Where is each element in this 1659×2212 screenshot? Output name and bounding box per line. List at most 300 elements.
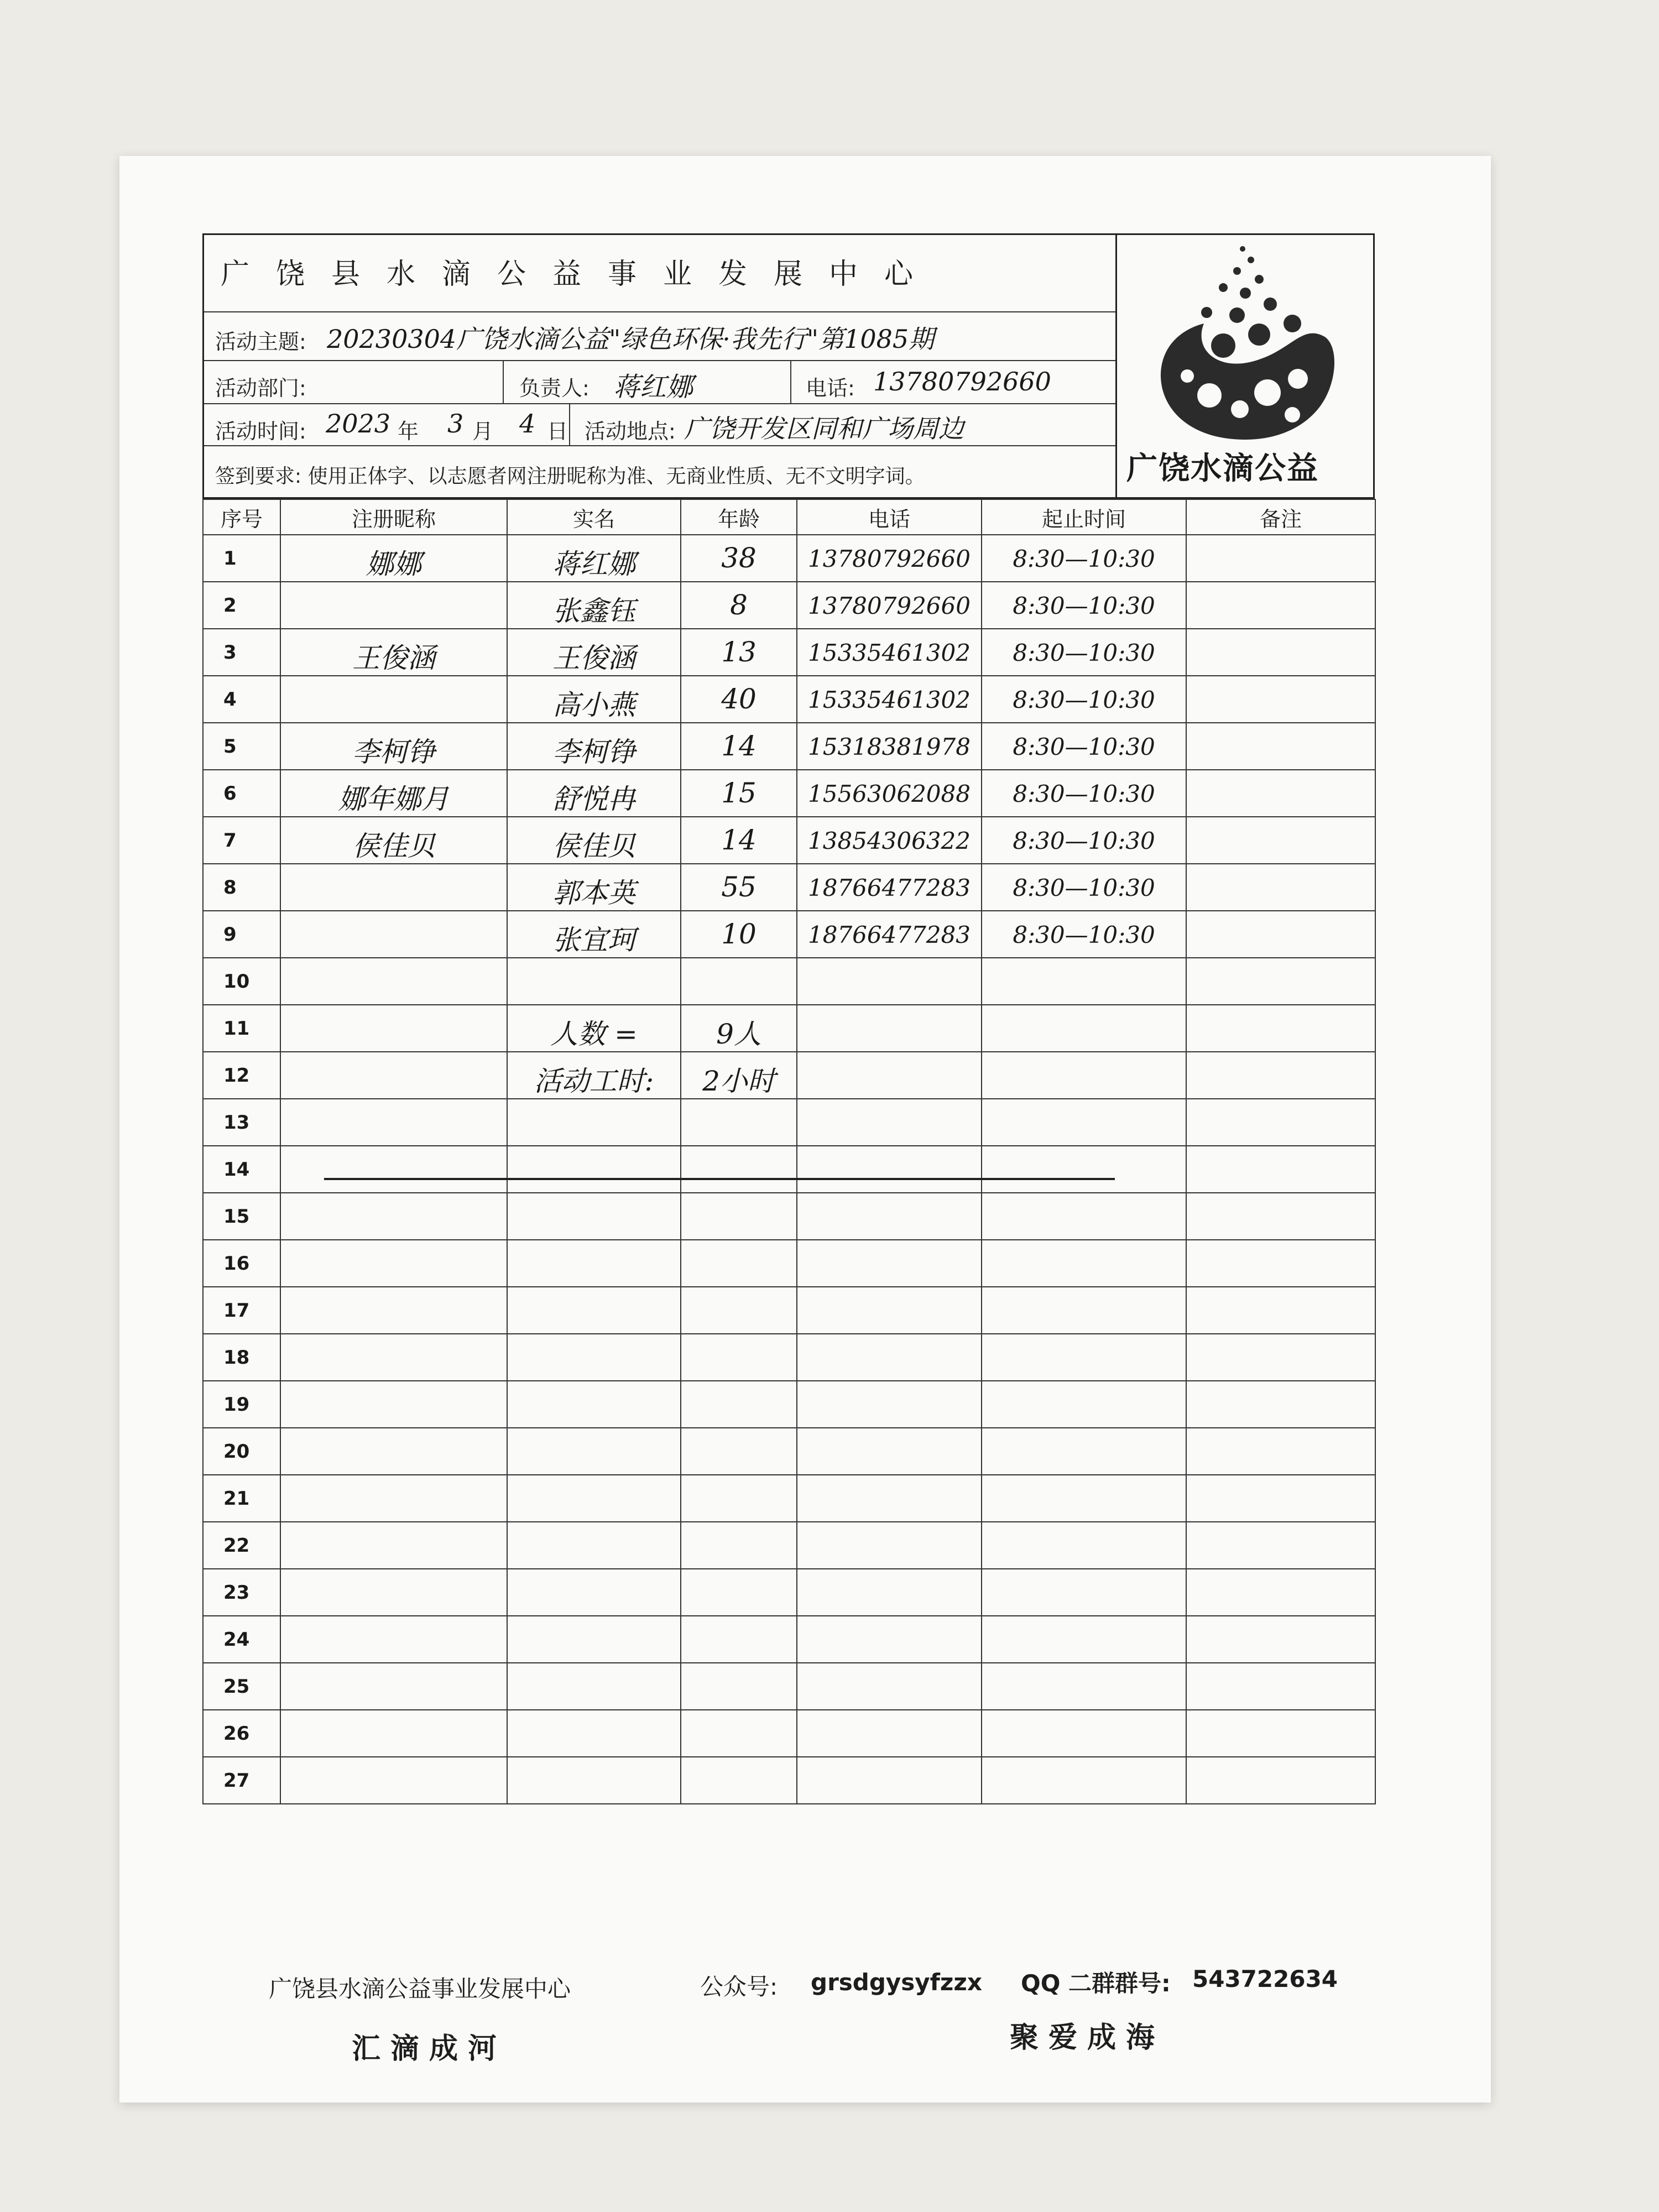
row-time-cell — [982, 1005, 1186, 1052]
theme-label: 活动主题: — [215, 330, 306, 354]
row-remark — [1186, 1052, 1375, 1099]
time-row — [204, 404, 1115, 446]
theme-value: 20230304广饶水滴公益"绿色环保·我先行"第1085期 — [327, 324, 935, 354]
time-day-unit: 日 — [547, 419, 568, 444]
row-nickname-cell — [280, 1616, 507, 1663]
col-header-no: 序号 — [203, 499, 280, 535]
row-realname: 王俊涵 — [552, 642, 635, 674]
row-time: 8:30—10:30 — [1013, 827, 1155, 854]
row-remark — [1186, 676, 1375, 723]
row-realname-cell — [507, 1240, 681, 1287]
row-realname-cell — [507, 1663, 681, 1710]
row-remark — [1186, 1428, 1375, 1475]
table-row — [203, 958, 1375, 1005]
row-nickname: 娜娜 — [366, 548, 421, 580]
row-number: 18 — [203, 1334, 280, 1381]
row-time: 8:30—10:30 — [1013, 686, 1155, 713]
row-phone-cell — [797, 582, 982, 629]
logo-text: 广饶水滴公益 — [1126, 451, 1319, 487]
row-realname-cell — [507, 1616, 681, 1663]
table-row — [203, 864, 1375, 911]
row-phone-cell — [797, 1334, 982, 1381]
row-nickname-cell — [280, 1005, 507, 1052]
water-drop-logo-icon — [1126, 241, 1364, 451]
row-time-cell — [982, 1428, 1186, 1475]
row-nickname-cell — [280, 723, 507, 770]
footer-qq-value: 543722634 — [1192, 1965, 1338, 1992]
row-realname-cell — [507, 535, 681, 582]
row-realname: 蒋红娜 — [552, 548, 635, 580]
row-time: 8:30—10:30 — [1013, 639, 1155, 666]
row-age-cell — [681, 582, 797, 629]
slogan-left: 汇滴成河 — [352, 2032, 507, 2065]
row-realname: 张宜珂 — [552, 924, 635, 956]
row-time-cell — [982, 1146, 1186, 1193]
row-phone-cell — [797, 629, 982, 676]
row-number: 8 — [203, 864, 280, 911]
row-nickname-cell — [280, 864, 507, 911]
row-time-cell — [982, 1522, 1186, 1569]
row-number: 25 — [203, 1663, 280, 1710]
row-time-cell — [982, 1052, 1186, 1099]
row-nickname-cell — [280, 770, 507, 817]
dept-label: 活动部门: — [215, 376, 306, 400]
row-remark — [1186, 1757, 1375, 1804]
theme-row — [204, 312, 1115, 361]
row-nickname-cell — [280, 1334, 507, 1381]
table-row — [203, 723, 1375, 770]
row-remark — [1186, 629, 1375, 676]
row-time-cell — [982, 1663, 1186, 1710]
row-number: 9 — [203, 911, 280, 958]
row-phone-cell — [797, 817, 982, 864]
row-phone-cell — [797, 1381, 982, 1428]
row-number: 23 — [203, 1569, 280, 1616]
row-time-cell — [982, 1710, 1186, 1757]
time-year-unit: 年 — [398, 419, 419, 444]
row-realname-cell — [507, 1193, 681, 1240]
row-number: 13 — [203, 1099, 280, 1146]
org-title: 广饶县水滴公益事业发展中心 — [221, 258, 940, 291]
time-day: 4 — [519, 409, 536, 439]
row-time: 8:30—10:30 — [1013, 733, 1155, 760]
table-row — [203, 1710, 1375, 1757]
row-time-cell — [982, 1334, 1186, 1381]
row-number: 7 — [203, 817, 280, 864]
table-row — [203, 1146, 1375, 1193]
row-realname-cell — [507, 1569, 681, 1616]
row-age: 40 — [721, 683, 757, 715]
row-age-cell — [681, 911, 797, 958]
divider — [569, 404, 570, 445]
row-phone: 13854306322 — [808, 827, 971, 854]
table-row — [203, 1475, 1375, 1522]
table-row — [203, 1240, 1375, 1287]
row-realname: 郭本英 — [552, 877, 635, 909]
row-time: 8:30—10:30 — [1013, 921, 1155, 948]
row-nickname: 娜年娜月 — [338, 783, 449, 815]
row-time-cell — [982, 1757, 1186, 1804]
row-number: 2 — [203, 582, 280, 629]
row-number: 20 — [203, 1428, 280, 1475]
logo — [1115, 235, 1373, 497]
table-row — [203, 1334, 1375, 1381]
end-of-list-line — [324, 1178, 1115, 1180]
title-row — [204, 235, 1115, 312]
row-remark — [1186, 770, 1375, 817]
row-nickname-cell — [280, 1099, 507, 1146]
row-age-cell — [681, 1005, 797, 1052]
row-realname: 张鑫钰 — [552, 595, 635, 627]
table-row — [203, 1663, 1375, 1710]
row-age-cell — [681, 1522, 797, 1569]
requirement-text: 签到要求: 使用正体字、以志愿者网注册昵称为准、无商业性质、无不文明字词。 — [215, 465, 925, 488]
row-time-cell — [982, 1381, 1186, 1428]
place-value: 广饶开发区同和广场周边 — [684, 414, 964, 444]
row-nickname-cell — [280, 629, 507, 676]
row-remark — [1186, 1663, 1375, 1710]
row-phone-cell — [797, 535, 982, 582]
row-remark — [1186, 535, 1375, 582]
row-phone-cell — [797, 1475, 982, 1522]
row-realname-cell — [507, 1146, 681, 1193]
row-time-cell — [982, 1240, 1186, 1287]
table-row — [203, 770, 1375, 817]
col-header-age: 年龄 — [681, 499, 797, 535]
row-phone-cell — [797, 1522, 982, 1569]
row-phone-cell — [797, 676, 982, 723]
row-age: 55 — [721, 871, 757, 903]
table-row — [203, 1052, 1375, 1099]
row-number: 26 — [203, 1710, 280, 1757]
leader-label: 负责人: — [519, 376, 589, 400]
table-row — [203, 1005, 1375, 1052]
sign-in-sheet — [119, 156, 1491, 2103]
row-age-cell — [681, 1287, 797, 1334]
row-remark — [1186, 1381, 1375, 1428]
row-phone-cell — [797, 1287, 982, 1334]
row-phone-cell — [797, 1005, 982, 1052]
row-number: 4 — [203, 676, 280, 723]
row-nickname-cell — [280, 958, 507, 1005]
row-number: 19 — [203, 1381, 280, 1428]
row-number: 6 — [203, 770, 280, 817]
row-number: 10 — [203, 958, 280, 1005]
row-age-cell — [681, 1334, 797, 1381]
row-phone-cell — [797, 958, 982, 1005]
row-number: 11 — [203, 1005, 280, 1052]
row-realname-cell — [507, 1757, 681, 1804]
row-age-cell — [681, 1381, 797, 1428]
row-number: 12 — [203, 1052, 280, 1099]
row-nickname-cell — [280, 1569, 507, 1616]
row-time-cell — [982, 582, 1186, 629]
row-realname: 侯佳贝 — [552, 830, 635, 862]
row-time-cell — [982, 817, 1186, 864]
row-realname-cell — [507, 582, 681, 629]
row-phone-cell — [797, 1193, 982, 1240]
row-time-cell — [982, 1099, 1186, 1146]
row-remark — [1186, 1710, 1375, 1757]
row-age: 38 — [721, 542, 757, 574]
row-nickname-cell — [280, 1052, 507, 1099]
row-nickname-cell — [280, 1193, 507, 1240]
table-row — [203, 1193, 1375, 1240]
row-remark — [1186, 1146, 1375, 1193]
place-label: 活动地点: — [585, 419, 676, 444]
row-time-cell — [982, 629, 1186, 676]
row-nickname-cell — [280, 817, 507, 864]
row-remark — [1186, 723, 1375, 770]
requirement-row — [204, 446, 1115, 499]
row-number: 16 — [203, 1240, 280, 1287]
row-phone-cell — [797, 1663, 982, 1710]
row-age-cell — [681, 1240, 797, 1287]
row-remark — [1186, 1475, 1375, 1522]
row-time-cell — [982, 723, 1186, 770]
phone-value: 13780792660 — [873, 367, 1051, 397]
row-phone: 15318381978 — [808, 733, 971, 760]
row-phone-cell — [797, 1428, 982, 1475]
row-time-cell — [982, 770, 1186, 817]
row-time-cell — [982, 535, 1186, 582]
row-phone-cell — [797, 1240, 982, 1287]
row-age-cell — [681, 770, 797, 817]
table-header-row — [203, 499, 1375, 535]
row-age-cell — [681, 1428, 797, 1475]
row-remark — [1186, 1005, 1375, 1052]
row-remark — [1186, 958, 1375, 1005]
row-realname-cell — [507, 1428, 681, 1475]
table-row — [203, 535, 1375, 582]
row-realname-cell — [507, 958, 681, 1005]
row-age: 14 — [721, 824, 757, 856]
col-header-remark: 备注 — [1186, 499, 1375, 535]
row-phone-cell — [797, 1099, 982, 1146]
row-nickname: 王俊涵 — [352, 642, 435, 674]
leader-value: 蒋红娜 — [613, 372, 693, 403]
row-nickname: 李柯铮 — [352, 736, 435, 768]
row-realname: 人数 = — [550, 1018, 638, 1050]
table-row — [203, 911, 1375, 958]
row-realname: 活动工时: — [534, 1065, 654, 1097]
time-month-unit: 月 — [472, 419, 494, 444]
row-age-cell — [681, 723, 797, 770]
row-age: 2小时 — [702, 1065, 775, 1097]
row-phone: 15335461302 — [808, 686, 971, 713]
row-remark — [1186, 1287, 1375, 1334]
row-phone: 13780792660 — [808, 592, 971, 619]
col-header-time: 起止时间 — [982, 499, 1186, 535]
row-remark — [1186, 1569, 1375, 1616]
row-remark — [1186, 1193, 1375, 1240]
row-realname-cell — [507, 676, 681, 723]
row-time-cell — [982, 1569, 1186, 1616]
row-realname-cell — [507, 1334, 681, 1381]
row-number: 3 — [203, 629, 280, 676]
row-realname: 舒悦冉 — [552, 783, 635, 815]
table-row — [203, 1099, 1375, 1146]
row-phone: 13780792660 — [808, 545, 971, 572]
row-age-cell — [681, 817, 797, 864]
row-nickname-cell — [280, 911, 507, 958]
row-realname-cell — [507, 817, 681, 864]
table-row — [203, 629, 1375, 676]
row-age-cell — [681, 1710, 797, 1757]
row-age-cell — [681, 1616, 797, 1663]
row-age-cell — [681, 535, 797, 582]
row-age-cell — [681, 1569, 797, 1616]
row-nickname-cell — [280, 1146, 507, 1193]
row-time: 8:30—10:30 — [1013, 545, 1155, 572]
row-phone-cell — [797, 1757, 982, 1804]
row-phone-cell — [797, 1569, 982, 1616]
row-remark — [1186, 1616, 1375, 1663]
table-row — [203, 1569, 1375, 1616]
row-time: 8:30—10:30 — [1013, 592, 1155, 619]
row-time-cell — [982, 1193, 1186, 1240]
row-phone: 15335461302 — [808, 639, 971, 666]
row-time-cell — [982, 958, 1186, 1005]
time-label: 活动时间: — [215, 419, 306, 444]
table-row — [203, 1616, 1375, 1663]
row-time-cell — [982, 1475, 1186, 1522]
row-remark — [1186, 582, 1375, 629]
row-number: 21 — [203, 1475, 280, 1522]
row-age-cell — [681, 629, 797, 676]
table-row — [203, 1381, 1375, 1428]
row-nickname: 侯佳贝 — [352, 830, 435, 862]
row-age-cell — [681, 958, 797, 1005]
row-age: 10 — [721, 918, 757, 950]
row-remark — [1186, 911, 1375, 958]
row-nickname-cell — [280, 1522, 507, 1569]
dept-row — [204, 361, 1115, 404]
divider — [790, 361, 791, 403]
row-phone-cell — [797, 770, 982, 817]
sheet-header — [202, 233, 1375, 499]
row-realname: 高小燕 — [552, 689, 635, 721]
divider — [503, 361, 504, 403]
row-remark — [1186, 817, 1375, 864]
row-realname-cell — [507, 864, 681, 911]
row-time: 8:30—10:30 — [1013, 780, 1155, 807]
row-age-cell — [681, 1475, 797, 1522]
row-nickname-cell — [280, 1710, 507, 1757]
row-phone-cell — [797, 1710, 982, 1757]
row-realname-cell — [507, 629, 681, 676]
row-nickname-cell — [280, 1663, 507, 1710]
row-realname-cell — [507, 1005, 681, 1052]
row-age-cell — [681, 1193, 797, 1240]
row-nickname-cell — [280, 1475, 507, 1522]
row-age-cell — [681, 1757, 797, 1804]
table-body — [203, 535, 1375, 1804]
col-header-phone: 电话 — [797, 499, 982, 535]
row-age: 13 — [721, 636, 757, 668]
row-remark — [1186, 1240, 1375, 1287]
row-nickname-cell — [280, 535, 507, 582]
row-realname-cell — [507, 1099, 681, 1146]
footer-wechat-label: 公众号: — [700, 1973, 778, 2000]
row-realname-cell — [507, 723, 681, 770]
table-row — [203, 1287, 1375, 1334]
row-age: 14 — [721, 730, 757, 762]
row-nickname-cell — [280, 676, 507, 723]
row-number: 5 — [203, 723, 280, 770]
row-number: 15 — [203, 1193, 280, 1240]
row-nickname-cell — [280, 1287, 507, 1334]
row-realname-cell — [507, 911, 681, 958]
row-phone-cell — [797, 1052, 982, 1099]
row-age: 15 — [721, 777, 757, 809]
slogan-right: 聚爱成海 — [1010, 2021, 1165, 2054]
header-info — [204, 235, 1117, 497]
table-row — [203, 817, 1375, 864]
row-phone: 15563062088 — [808, 780, 971, 807]
table-row — [203, 1522, 1375, 1569]
row-time: 8:30—10:30 — [1013, 874, 1155, 901]
row-time-cell — [982, 1616, 1186, 1663]
row-realname-cell — [507, 770, 681, 817]
row-number: 27 — [203, 1757, 280, 1804]
row-number: 1 — [203, 535, 280, 582]
row-nickname-cell — [280, 1240, 507, 1287]
phone-label: 电话: — [806, 376, 855, 400]
row-phone-cell — [797, 1616, 982, 1663]
row-remark — [1186, 1099, 1375, 1146]
row-nickname-cell — [280, 1757, 507, 1804]
row-realname-cell — [507, 1710, 681, 1757]
table-row — [203, 1757, 1375, 1804]
row-age-cell — [681, 1146, 797, 1193]
row-phone-cell — [797, 911, 982, 958]
row-age: 8 — [730, 589, 748, 621]
row-age-cell — [681, 864, 797, 911]
row-number: 22 — [203, 1522, 280, 1569]
row-time-cell — [982, 864, 1186, 911]
row-time-cell — [982, 911, 1186, 958]
col-header-nickname: 注册昵称 — [280, 499, 507, 535]
row-realname-cell — [507, 1475, 681, 1522]
row-nickname-cell — [280, 582, 507, 629]
time-month: 3 — [447, 409, 464, 439]
row-nickname-cell — [280, 1428, 507, 1475]
row-age-cell — [681, 1052, 797, 1099]
row-realname-cell — [507, 1052, 681, 1099]
row-phone-cell — [797, 1146, 982, 1193]
row-phone-cell — [797, 864, 982, 911]
row-phone-cell — [797, 723, 982, 770]
footer-org: 广饶县水滴公益事业发展中心 — [269, 1975, 571, 2002]
row-age-cell — [681, 1663, 797, 1710]
sheet-form — [202, 233, 1375, 2065]
row-nickname-cell — [280, 1381, 507, 1428]
row-phone: 18766477283 — [808, 874, 971, 901]
row-realname-cell — [507, 1522, 681, 1569]
row-time-cell — [982, 676, 1186, 723]
row-number: 24 — [203, 1616, 280, 1663]
row-remark — [1186, 1334, 1375, 1381]
row-number: 17 — [203, 1287, 280, 1334]
row-age: 9人 — [716, 1018, 761, 1050]
row-remark — [1186, 864, 1375, 911]
col-header-realname: 实名 — [507, 499, 681, 535]
row-realname: 李柯铮 — [552, 736, 635, 768]
time-year: 2023 — [326, 409, 391, 439]
table-row — [203, 676, 1375, 723]
row-age-cell — [681, 676, 797, 723]
